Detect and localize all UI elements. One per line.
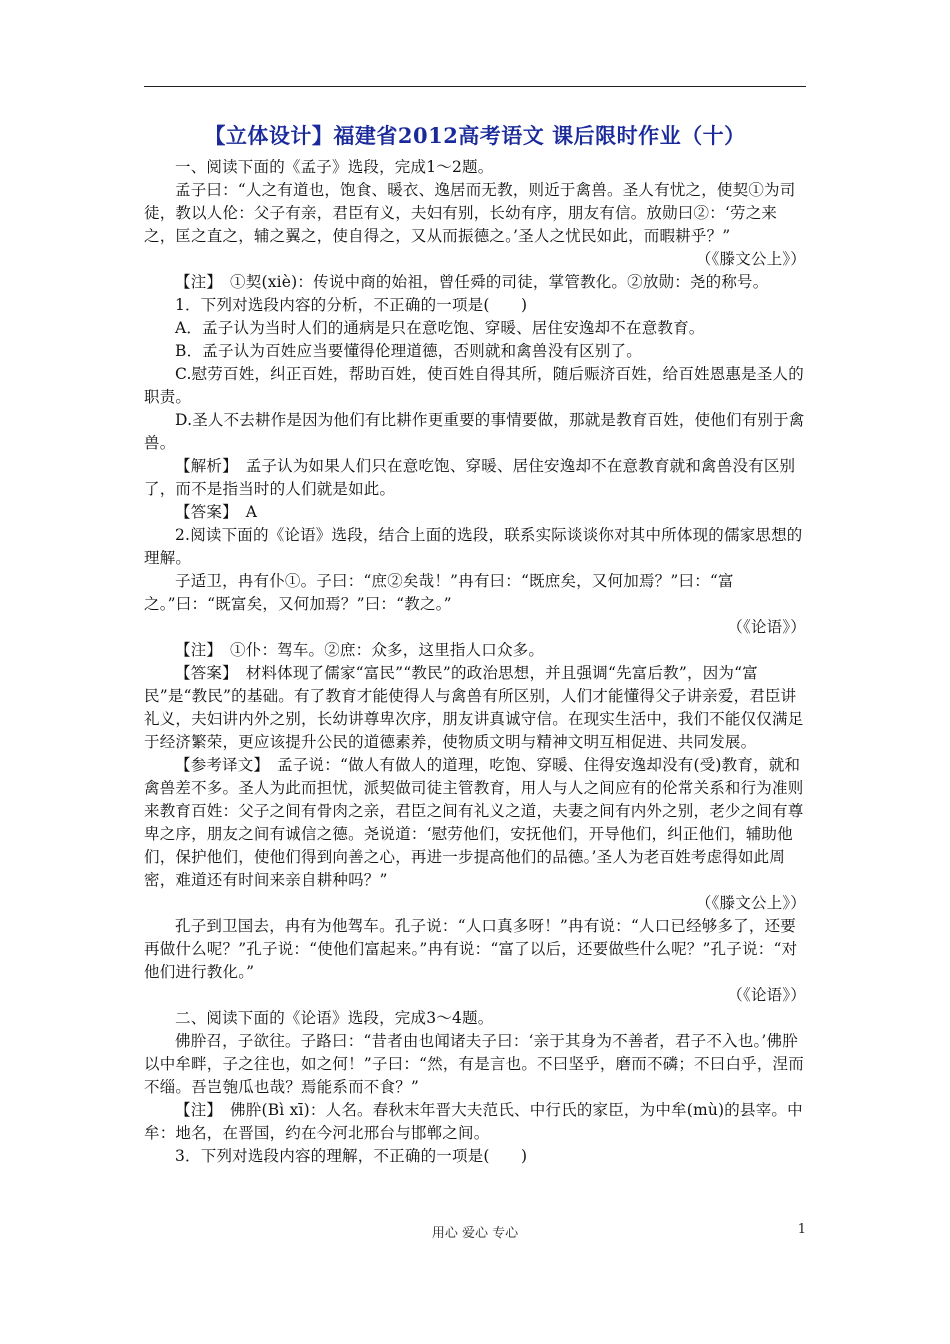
option-d: D.圣人不去耕作是因为他们有比耕作更重要的事情要做，那就是教育百姓，使他们有别于禽兽。 (144, 411, 805, 452)
document-body (144, 156, 806, 1168)
analysis: 【解析】 孟子认为如果人们只在意吃饱、穿暖、居住安逸却不在意教育就和禽兽没有区别了，而不是指当时的人们就是如此。 (144, 457, 796, 498)
section-heading: 二、阅读下面的《论语》选段，完成3～4题。 (175, 1009, 494, 1027)
option-c: C.慰劳百姓，纠正百姓，帮助百姓，使百姓自得其所，随后赈济百姓，给百姓恩惠是圣人的职责。 (144, 365, 804, 406)
question: 2.阅读下面的《论语》选段，结合上面的选段，联系实际谈谈你对其中所体现的儒家思想的理解。 (144, 526, 803, 567)
passage: 孟子曰：“人之有道也，饱食、暖衣、逸居而无教，则近于禽兽。圣人有忧之，使契①为司徒，教以人伦：父子有亲，君臣有义，夫妇有别，长幼有序，朋友有信。放勋曰②：‘劳之来之，匡之直之，辅之翼之，使自得之，又从而振德之。’圣人之忧民如此，而暇耕乎？” (144, 181, 796, 245)
page-number: 1 (797, 1222, 806, 1237)
translation: 孔子到卫国去，冉有为他驾车。孔子说：“人口真多呀！”冉有说：“人口已经够多了，还要再做什么呢？”孔子说：“使他们富起来。”冉有说：“富了以后，还要做些什么呢？”孔子说：“对他们进行教化。” (144, 917, 798, 981)
source-citation: （《滕文公上》） (695, 894, 806, 912)
reference-translation: 【参考译文】 孟子说：“做人有做人的道理，吃饱、穿暖、住得安逸却没有(受)教育，就和禽兽差不多。圣人为此而担忧，派契做司徒主管教育，用人与人之间应有的伦常关系和行为准则来教育百姓：父子之间有骨肉之亲，君臣之间有礼义之道，夫妻之间有内外之别，老少之间有尊卑之序，朋友之间有诚信之德。尧说道：‘慰劳他们，安抚他们，开导他们，纠正他们，辅助他们，保护他们，使他们得到向善之心，再进一步提高他们的品德。’圣人为老百姓考虑得如此周密，难道还有时间来亲自耕种吗？” (144, 756, 804, 889)
answer: 【答案】 材料体现了儒家“富民”“教民”的政治思想，并且强调“先富后教”，因为“富民”是“教民”的基础。有了教育才能使得人与禽兽有所区别，人们才能懂得父子讲亲爱，君臣讲礼义，夫妇讲内外之别，长幼讲尊卑次序，朋友讲真诚守信。在现实生活中，我们不能仅仅满足于经济繁荣，更应该提升公民的道德素养，使物质文明与精神文明互相促进、共同发展。 (144, 664, 804, 751)
document-title: 【立体设计】福建省2012高考语文 课后限时作业（十） (204, 123, 746, 148)
question: 3．下列对选段内容的理解，不正确的一项是( ) (175, 1147, 528, 1165)
note: 【注】 佛肸(Bì xī)：人名。春秋末年晋大夫范氏、中行氏的家臣，为中牟(mù)的县宰。中牟：地名，在晋国，约在今河北邢台与邯郸之间。 (144, 1101, 803, 1142)
source-citation: （《论语》） (727, 618, 806, 636)
passage: 佛肸召，子欲往。子路曰：“昔者由也闻诸夫子曰：‘亲于其身为不善者，君子不入也。’佛肸以中牟畔，子之往也，如之何！”子曰：“然，有是言也。不曰坚乎，磨而不磷；不曰白乎，涅而不缁。吾岂匏瓜也哉？焉能系而不食？” (144, 1032, 804, 1096)
question: 1．下列对选段内容的分析，不正确的一项是( ) (175, 296, 528, 314)
option-b: B．孟子认为百姓应当要懂得伦理道德，否则就和禽兽没有区别了。 (175, 342, 642, 360)
footer-text: 用心 爱心 专心 (431, 1226, 519, 1241)
answer: 【答案】 A (175, 503, 258, 521)
passage: 子适卫，冉有仆①。子曰：“庶②矣哉！”冉有曰：“既庶矣，又何加焉？”曰：“富之。”曰：“既富矣，又何加焉？”曰：“教之。” (144, 572, 734, 613)
note: 【注】 ①仆：驾车。②庶：众多，这里指人口众多。 (175, 641, 545, 659)
note: 【注】 ①契(xiè)：传说中商的始祖，曾任舜的司徒，掌管教化。②放勋：尧的称号。 (175, 273, 769, 291)
source-citation: （《论语》） (727, 986, 806, 1004)
option-a: A．孟子认为当时人们的通病是只在意吃饱、穿暖、居住安逸却不在意教育。 (175, 319, 705, 337)
section-heading: 一、阅读下面的《孟子》选段，完成1～2题。 (175, 158, 494, 176)
source-citation: （《滕文公上》） (695, 250, 806, 268)
header-rule (144, 86, 806, 87)
